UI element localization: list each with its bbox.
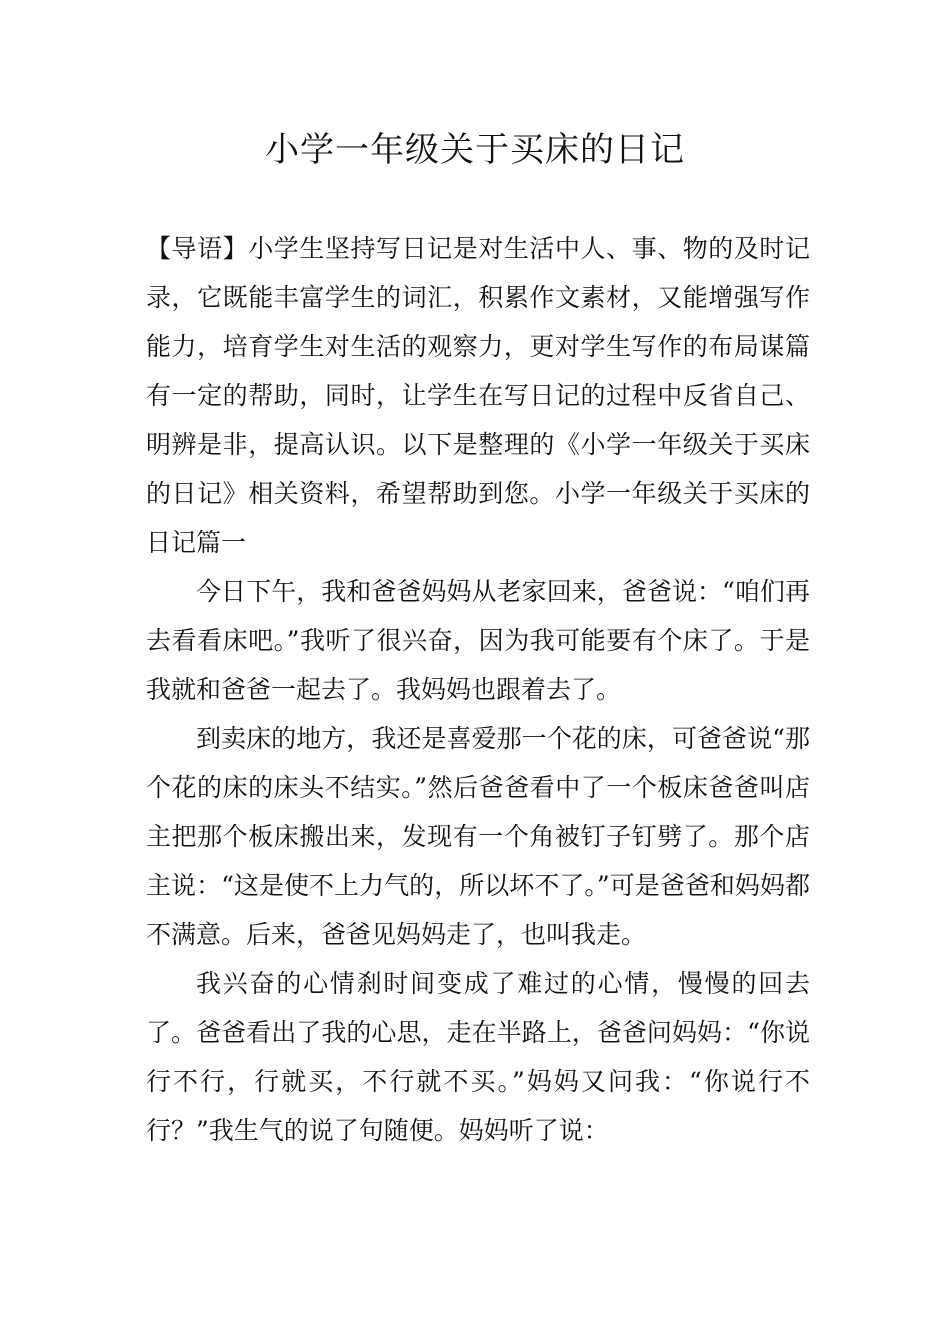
intro-paragraph: 【导语】小学生坚持写日记是对生活中人、事、物的及时记录，它既能丰富学生的词汇，积累作文素材，又能增强写作能力，培育学生对生活的观察力，更对学生写作的布局谋篇有一定的帮助，同时，让学生在写日记的过程中反省自己、明辨是非，提高认识。以下是整理的《小学一年级关于买床的日记》相关资料，希望帮助到您。小学一年级关于买床的日记篇一 — [146, 234, 810, 557]
document-title: 小学一年级关于买床的日记 — [265, 130, 685, 170]
body-paragraph: 今日下午，我和爸爸妈妈从老家回来，爸爸说：“咱们再去看看床吧。”我听了很兴奋，因为我可能要有个床了。于是我就和爸爸一起去了。我妈妈也跟着去了。 — [146, 577, 810, 704]
document-body — [146, 224, 810, 1155]
body-paragraph: 我兴奋的心情刹时间变成了难过的心情，慢慢的回去了。爸爸看出了我的心思，走在半路上，爸爸问妈妈：“你说行不行，行就买，不行就不买。”妈妈又问我：“你说行不行？”我生气的说了句随便。妈妈听了说： — [146, 969, 810, 1145]
body-paragraph: 到卖床的地方，我还是喜爱那一个花的床，可爸爸说“那个花的床的床头不结实。”然后爸爸看中了一个板床爸爸叫店主把那个板床搬出来，发现有一个角被钉子钉劈了。那个店主说：“这是使不上力气的，所以坏不了。”可是爸爸和妈妈都不满意。后来，爸爸见妈妈走了，也叫我走。 — [146, 724, 810, 949]
